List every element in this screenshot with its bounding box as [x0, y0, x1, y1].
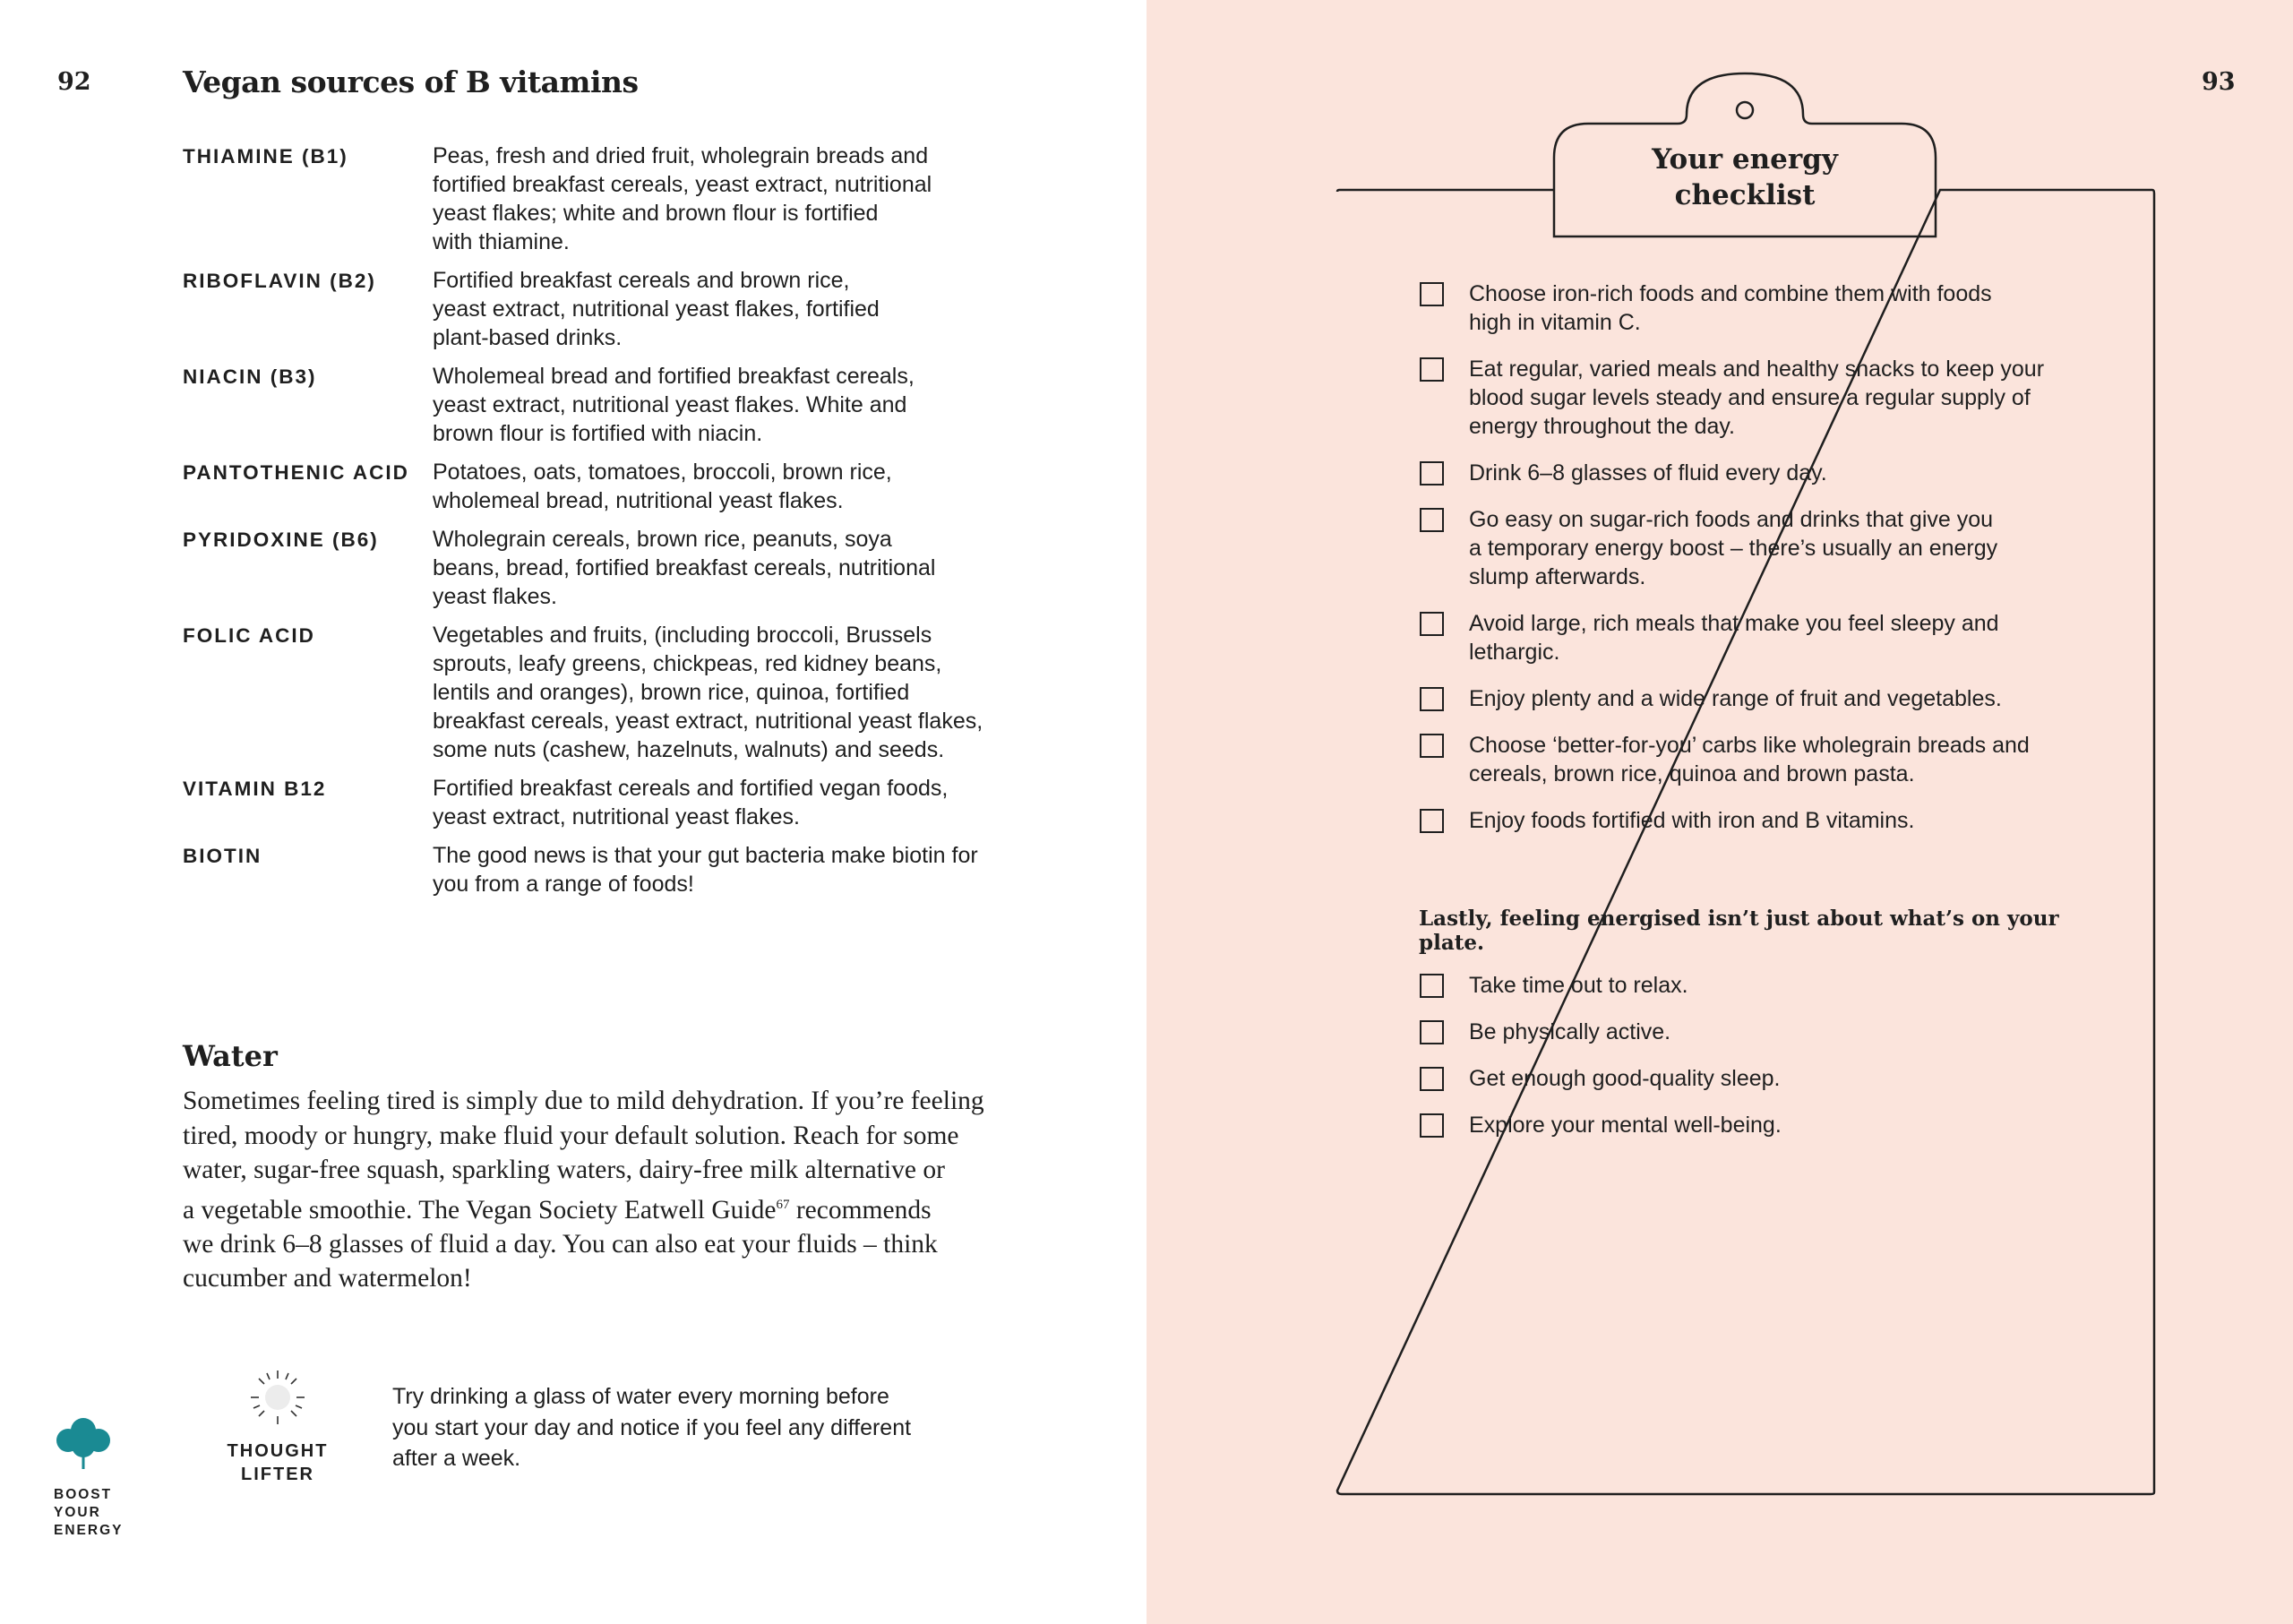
page-title: Vegan sources of B vitamins: [183, 64, 639, 99]
footnote-line: a vegetable smoothie. The Vegan Society Eatwell Guide$^{67}$ recommends: [183, 1195, 932, 1224]
list-item: Choose iron-rich foods and combine them with foods high in vitamin C.: [1420, 279, 2100, 337]
vitamin-name: PANTOTHENIC ACID: [183, 461, 409, 484]
lastly-note: Lastly, feeling energised isn’t just about what’s on your plate.: [1419, 907, 2059, 955]
boost-label: BOOST YOUR ENERGY: [54, 1487, 124, 1538]
vitamin-name: RIBOFLAVIN (B2): [183, 270, 376, 292]
table-row: [183, 621, 1016, 764]
boost-your-energy-marker: [54, 1415, 143, 1540]
checklist-title: Your energy checklist: [1652, 143, 1838, 211]
checkbox-icon[interactable]: [1420, 734, 1444, 758]
list-item: Choose ‘better-for-you’ carbs like wholegrain breads and cereals, brown rice, quinoa and brown pasta.: [1420, 731, 2100, 788]
water-paragraph: Sometimes feeling tired is simply due to mild dehydration. If you’re feeling tired, moody or hungry, make fluid your default solution. Reach for some water, sugar-free squash, sparkling waters, dairy-free milk alternative or a vegetable smoothie. The Vegan Society Eatwell Guide$^{67}$ recommends we drink 6–8 glasses of fluid a day. You can also eat your fluids – think cucumber and watermelon!: [183, 1084, 1016, 1296]
thought-lifter: [215, 1369, 340, 1486]
sun-icon: [249, 1369, 306, 1426]
vitamin-sources: Fortified breakfast cereals and brown rice, yeast extract, nutritional yeast flakes, fortified plant-based drinks.: [433, 268, 880, 350]
thought-lifter-label: THOUGHT LIFTER: [227, 1441, 329, 1484]
page-number-right: 93: [2202, 68, 2236, 96]
vitamin-name: NIACIN (B3): [183, 365, 317, 388]
vitamin-name: THIAMINE (B1): [183, 145, 348, 168]
table-row: [183, 266, 1016, 352]
checkbox-icon[interactable]: [1420, 461, 1444, 485]
vitamin-sources: Peas, fresh and dried fruit, wholegrain breads and fortified breakfast cereals, yeast extract, nutritional yeast flakes; white and brown flour is fortified with thiamine.: [433, 143, 932, 254]
vitamin-sources: Potatoes, oats, tomatoes, broccoli, brown rice, wholemeal bread, nutritional yeast flakes.: [433, 460, 892, 513]
checkbox-icon[interactable]: [1420, 809, 1444, 833]
vitamin-sources: The good news is that your gut bacteria make biotin for you from a range of foods!: [433, 843, 978, 897]
vitamin-sources: Wholemeal bread and fortified breakfast cereals, yeast extract, nutritional yeast flakes. White and brown flour is fortified with niacin.: [433, 364, 915, 446]
energy-checklist: [1420, 279, 2100, 853]
checkbox-icon[interactable]: [1420, 1113, 1444, 1138]
list-item: Explore your mental well-being.: [1420, 1111, 2100, 1139]
list-item: Avoid large, rich meals that make you feel sleepy and lethargic.: [1420, 609, 2100, 666]
table-row: [183, 458, 1016, 515]
vitamin-name: BIOTIN: [183, 845, 262, 867]
left-page: [0, 0, 1146, 1624]
wellbeing-checklist: [1420, 971, 2100, 1157]
list-item: Eat regular, varied meals and healthy snacks to keep your blood sugar levels steady and ensure a regular supply of energy throughout the day.: [1420, 355, 2100, 441]
thought-lifter-text: Try drinking a glass of water every morning before you start your day and notice if you feel any different after a week.: [392, 1384, 912, 1471]
page-number-left: 92: [57, 68, 91, 96]
checkbox-icon[interactable]: [1420, 357, 1444, 382]
water-heading: Water: [183, 1039, 278, 1073]
table-row: [183, 525, 1016, 611]
list-item: Enjoy foods fortified with iron and B vitamins.: [1420, 806, 2100, 835]
checkbox-icon[interactable]: [1420, 1067, 1444, 1091]
vitamin-table: [183, 142, 1016, 898]
list-item: Be physically active.: [1420, 1018, 2100, 1046]
vitamin-name: FOLIC ACID: [183, 624, 315, 647]
vitamin-name: VITAMIN B12: [183, 778, 327, 800]
vitamin-name: PYRIDOXINE (B6): [183, 528, 379, 551]
vitamin-sources: Wholegrain cereals, brown rice, peanuts, soya beans, bread, fortified breakfast cereals, nutritional yeast flakes.: [433, 527, 936, 609]
checkbox-icon[interactable]: [1420, 282, 1444, 306]
table-row: [183, 774, 1016, 831]
table-row: [183, 142, 1016, 256]
list-item: Enjoy plenty and a wide range of fruit and vegetables.: [1420, 684, 2100, 713]
checkbox-icon[interactable]: [1420, 508, 1444, 532]
list-item: Go easy on sugar-rich foods and drinks that give you a temporary energy boost – there’s usually an energy slump afterwards.: [1420, 505, 2100, 591]
vitamin-sources: Vegetables and fruits, (including broccoli, Brussels sprouts, leafy greens, chickpeas, red kidney beans, lentils and oranges), brown rice, quinoa, fortified breakfast cereals, yeast extract, nutritional yeast flakes, some nuts (cashew, hazelnuts, walnuts) and seeds.: [433, 623, 983, 762]
checkbox-icon[interactable]: [1420, 1020, 1444, 1044]
vitamin-sources: Fortified breakfast cereals and fortified vegan foods, yeast extract, nutritional yeast flakes.: [433, 776, 949, 829]
checkbox-icon[interactable]: [1420, 974, 1444, 998]
table-row: [183, 362, 1016, 448]
checkbox-icon[interactable]: [1420, 687, 1444, 711]
list-item: Drink 6–8 glasses of fluid every day.: [1420, 459, 2100, 487]
list-item: Take time out to relax.: [1420, 971, 2100, 1000]
table-row: [183, 841, 1016, 898]
footnote-ref: 67: [776, 1197, 790, 1212]
tree-icon: [54, 1415, 113, 1471]
checkbox-icon[interactable]: [1420, 612, 1444, 636]
list-item: Get enough good-quality sleep.: [1420, 1064, 2100, 1093]
